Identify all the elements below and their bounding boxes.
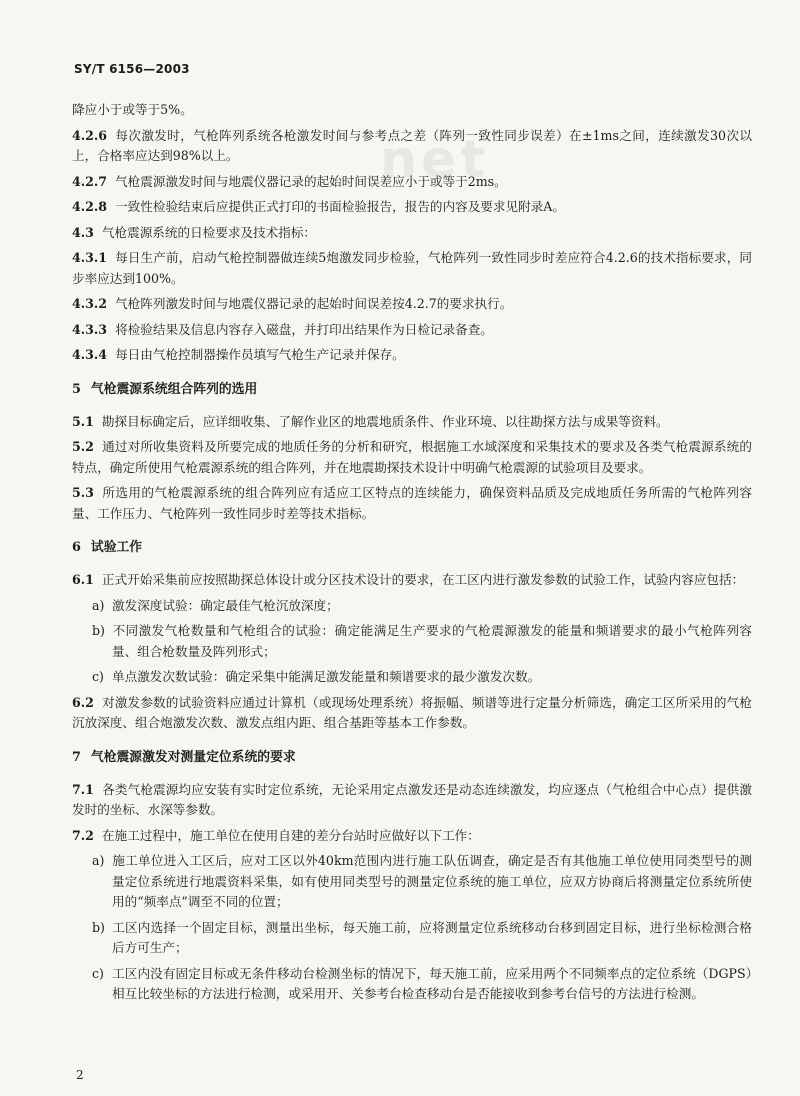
clause-4-3-1: [72, 248, 752, 289]
clause-text: 一致性检验结束后应提供正式打印的书面检验报告，报告的内容及要求见附录A。: [115, 199, 565, 214]
clause-number: 5.3: [72, 485, 94, 500]
clause-text: 气枪震源激发时间与地震仪器记录的起始时间误差应小于或等于2ms。: [115, 173, 507, 189]
section-heading-5: 5 气枪震源系统组合阵列的选用: [72, 381, 258, 397]
clause-text: 气枪震源系统的日检要求及技术指标：: [101, 224, 317, 240]
list-item: b) 工区内选择一个固定目标，测量出坐标，每天施工前，应将测量定位系统移动台移到固定目标，进行坐标检测合格后方可生产；: [92, 919, 752, 955]
clause-4-2-7: [72, 172, 752, 193]
watermark: net: [380, 130, 490, 190]
page-number: 2: [76, 1068, 84, 1082]
clause-text: 将检验结果及信息内容存入磁盘，并打印出结果作为日检记录备查。: [115, 321, 493, 337]
clause-5-3: [72, 483, 752, 524]
clause-4-2-8: [72, 197, 752, 218]
clause-number: 5.2: [72, 439, 94, 454]
clause-text: 各类气枪震源均应安装有实时定位系统，无论采用定点激发还是动态连续激发，均应逐点（气枪组合中心点）提供激发时的坐标、水深等参数。: [72, 781, 752, 817]
document-body: [72, 100, 752, 1010]
clause-text: 正式开始采集前应按照勘探总体设计或分区技术设计的要求，在工区内进行激发参数的试验工作，试验内容应包括：: [101, 572, 745, 587]
clause-number: 4.3.4: [72, 347, 108, 362]
clause-text: 每日由气枪控制器操作员填写气枪生产记录并保存。: [115, 347, 405, 362]
list-item: a) 施工单位进入工区后，应对工区以外40km范围内进行施工队伍调查，确定是否有其他施工单位使用同类型号的测量定位系统进行地震资料采集，如有使用同类型号的测量定位系统的施工单位，应双方协商后将测量定位系统所使用的“频率点”调至不同的位置；: [92, 853, 752, 909]
clause-4-3: [72, 223, 752, 244]
list-item: c) 单点激发次数试验：确定采集中能满足激发能量和频谱要求的最少激发次数。: [92, 669, 541, 684]
clause-7-2: [72, 826, 752, 847]
clause-6-2: [72, 693, 752, 734]
clause-text: 气枪阵列激发时间与地震仪器记录的起始时间误差按4.2.7的要求执行。: [115, 296, 513, 311]
section-heading-7: 7 气枪震源激发对测量定位系统的要求: [72, 749, 296, 765]
clause-number: 4.3.1: [72, 250, 108, 265]
list-item: b) 不同激发气枪数量和气枪组合的试验：确定能满足生产要求的气枪震源激发的能量和频谱要求的最小气枪阵列容量、组合枪数量及阵列形式；: [92, 623, 752, 659]
clause-5-1: [72, 412, 752, 433]
clause-4-3-3: [72, 320, 752, 341]
clause-number: 6.2: [72, 694, 94, 710]
clause-text: 对激发参数的试验资料应通过计算机（或现场处理系统）将振幅、频谱等进行定量分析筛选，确定工区所采用的气枪沉放深度、组合炮激发次数、激发点组内距、组合基距等基本工作参数。: [72, 694, 752, 730]
clause-number: 4.3.2: [72, 296, 108, 311]
clause-4-3-4: [72, 345, 752, 366]
standard-number-header: SY/T 6156—2003: [74, 62, 190, 76]
clause-7-1: [72, 780, 752, 821]
clause-number: 4.3.3: [72, 321, 108, 337]
clause-text: 所选用的气枪震源系统的组合阵列应有适应工区特点的连续能力，确保资料品质及完成地质任务所需的气枪阵列容量、工作压力、气枪阵列一致性同步时差等技术指标。: [72, 485, 752, 521]
clause-number: 4.2.6: [72, 127, 108, 143]
clause-number: 6.1: [72, 572, 94, 587]
clause-number: 4.2.8: [72, 199, 108, 214]
clause-6-1: [72, 570, 752, 591]
clause-number: 4.3: [72, 224, 94, 240]
clause-text: 在施工过程中，施工单位在使用自建的差分台站时应做好以下工作：: [101, 827, 480, 843]
clause-5-2: [72, 437, 752, 478]
clause-text: 每日生产前，启动气枪控制器做连续5炮激发同步检验，气枪阵列一致性同步时差应符合4.2.6的技术指标要求，同步率应达到100%。: [72, 250, 752, 286]
clause-text: 勘探目标确定后，应详细收集、了解作业区的地震地质条件、作业环境、以往勘探方法与成果等资料。: [101, 413, 669, 429]
clause-number: 4.2.7: [72, 173, 108, 189]
list-item: c) 工区内没有固定目标或无条件移动台检测坐标的情况下，每天施工前，应采用两个不同频率点的定位系统（DGPS）相互比较坐标的方法进行检测，或采用开、关参考台检查移动台是否能接收到参考台信号的方法进行检测。: [92, 965, 752, 1001]
list-item: a) 激发深度试验：确定最佳气枪沉放深度；: [92, 597, 339, 613]
paragraph-continuation: 降应小于或等于5%。: [72, 102, 193, 117]
clause-text: 每次激发时，气枪阵列系统各枪激发时间与参考点之差（阵列一致性同步误差）在±1ms之间，连续激发30次以上，合格率应达到98%以上。: [72, 127, 752, 163]
clause-4-3-2: [72, 294, 752, 315]
clause-4-2-6: [72, 126, 752, 167]
clause-number: 7.1: [72, 781, 94, 797]
clause-text: 通过对所收集资料及所要完成的地质任务的分析和研究，根据施工水域深度和采集技术的要求及各类气枪震源系统的特点，确定所使用气枪震源系统的组合阵列，并在地震勘探技术设计中明确气枪震源的试验项目及要求。: [72, 439, 752, 475]
clause-number: 5.1: [72, 413, 94, 429]
section-heading-6: 6 试验工作: [72, 540, 143, 555]
clause-number: 7.2: [72, 827, 94, 843]
